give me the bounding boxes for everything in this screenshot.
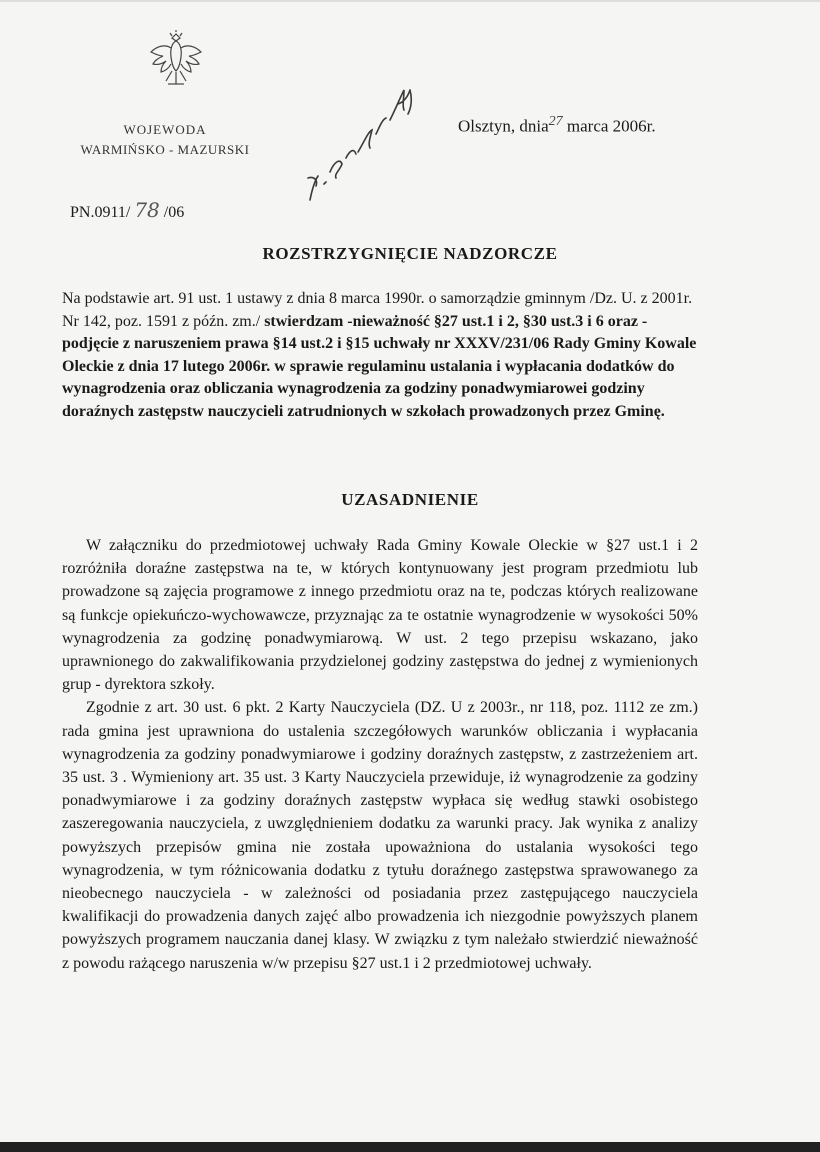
date-prefix: Olsztyn, dnia bbox=[458, 116, 549, 136]
letterhead bbox=[40, 28, 290, 157]
decision-ruling: stwierdzam -nieważność §27 ust.1 i 2, §30 ust.3 i 6 oraz - podjęcie z naruszeniem prawa §14 ust.2 i §15 uchwały nr XXXV/231/06 Rady Gminy Kowale Oleckie z dnia 17 lutego 2006r. w sprawie regulaminu ustalania i wypłacania dodatków do wynagrodzenia oraz obliczania wynagrodzenia za godziny ponadwymiarowei godziny doraźnych zastępstw nauczycieli zatrudnionych w szkołach prowadzonych przez Gminę. bbox=[62, 312, 697, 420]
eagle-emblem-icon bbox=[144, 28, 208, 92]
handwritten-signature bbox=[290, 60, 420, 210]
scan-edge-top bbox=[0, 0, 820, 2]
document-title: ROZSTRZYGNIĘCIE NADZORCZE bbox=[262, 244, 558, 263]
reference-suffix: /06 bbox=[163, 204, 185, 221]
reference-number bbox=[70, 198, 184, 222]
date-suffix: marca 2006r. bbox=[566, 116, 656, 136]
justification-heading: UZASADNIENIE bbox=[341, 490, 479, 509]
justification-body bbox=[62, 534, 698, 975]
scan-edge-bottom bbox=[0, 1142, 820, 1152]
date-day-handwritten: 27 bbox=[548, 114, 563, 129]
justification-paragraph-2: Zgodnie z art. 30 ust. 6 pkt. 2 Karty Nauczyciela (DZ. U z 2003r., nr 118, poz. 1112 ze zm.) rada gmina jest uprawniona do ustalenia szczegółowych warunków obliczania i wypłacania wynagrodzenia za godziny ponadwymiarowe i godziny doraźnych zastępstw, z zastrzeżeniem art. 35 ust. 3 . Wymieniony art. 35 ust. 3 Karty Nauczyciela przewiduje, iż wynagrodzenie za godziny ponadwymiarowe i za godziny doraźnych zastępstw wypłaca się według stawki osobistego zaszeregowania nauczyciela, z uwzględnieniem dodatku za warunki pracy. Jak wynika z analizy powyższych przepisów gmina nie została upoważniona do ustalania wysokości tego wynagrodzenia, w tym różnicowania dodatku z tytułu doraźnego zastępstwa sprawowanego za nieobecnego nauczyciela - w zależności od posiadania przez zastępującego nauczyciela kwalifikacji do prowadzenia danych zajęć albo prowadzenia ich niezgodnie powyższych planem powyższych programem nauczania danej klasy. W związku z tym należało stwierdzić nieważność z powodu rażącego naruszenia w/w przepisu §27 ust.1 i 2 przedmiotowej uchwały. bbox=[62, 699, 698, 972]
decision-legal-basis: Na podstawie art. 91 ust. 1 ustawy z dnia 8 marca 1990r. o samorządzie gminnym /Dz. U. z 2001r. Nr 142, poz. 1591 z późn. zm./ bbox=[62, 290, 693, 330]
justification-paragraph-1: W załączniku do przedmiotowej uchwały Rada Gminy Kowale Oleckie w §27 ust.1 i 2 rozróżniła doraźne zastępstwa na te, w których kontynuowany jest program przedmiotu lub prowadzone są zajęcia programowe z innego przedmiotu oraz na te, podczas których realizowane są funkcje opiekuńczo-wychowawcze, przyznając za te ostatnie wynagrodzenie w wysokości 50% wynagrodzenia za godzinę ponadwymiarową. W ust. 2 tego przepisu wskazano, jako uprawnionego do zakwalifikowania przydzielonej godziny zastępstwa do jednej z wymienionych grup - dyrektora szkoły. bbox=[62, 537, 698, 694]
reference-number-handwritten: 78 bbox=[134, 198, 160, 222]
reference-prefix: PN.0911/ bbox=[70, 204, 131, 221]
place-and-date bbox=[458, 114, 656, 137]
authority-region: WARMIŃSKO - MAZURSKI bbox=[80, 142, 250, 157]
decision-paragraph bbox=[62, 288, 698, 423]
authority-title: WOJEWODA bbox=[123, 122, 207, 137]
